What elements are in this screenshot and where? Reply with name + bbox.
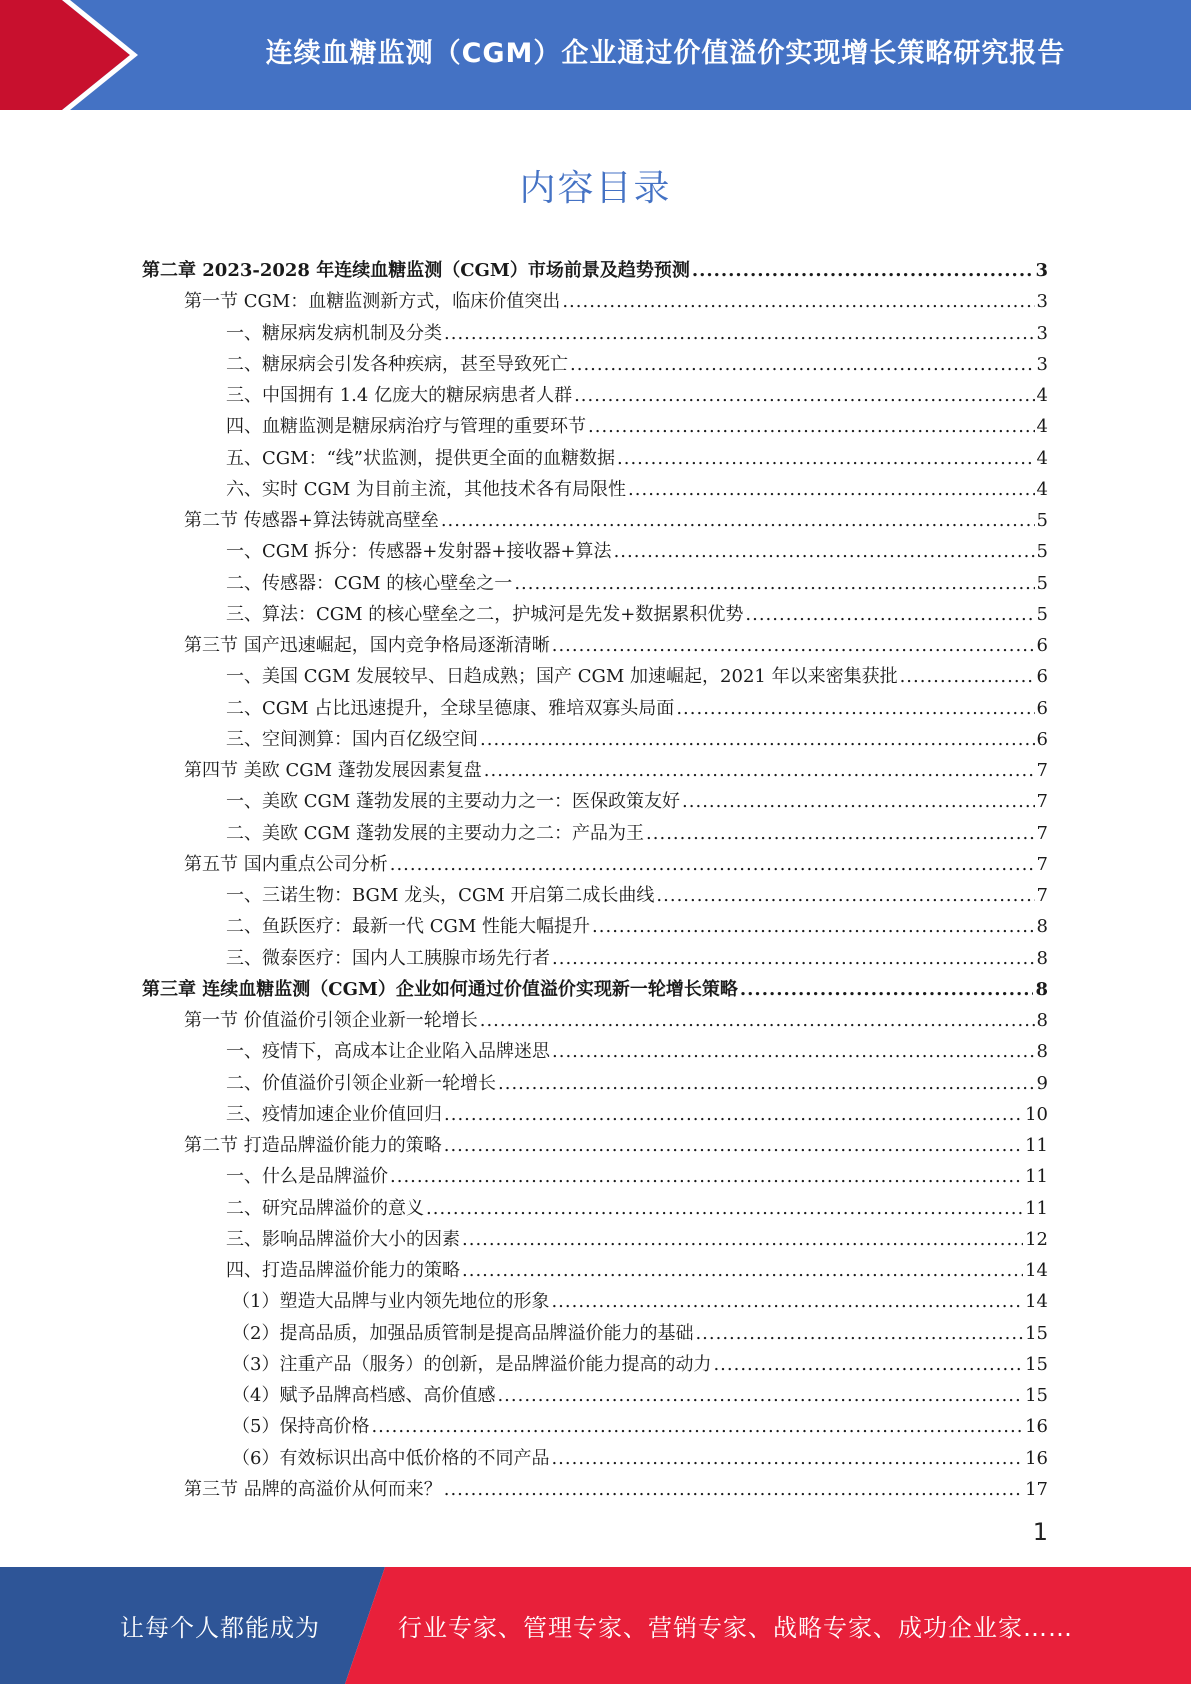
toc-entry[interactable] (142, 1224, 1048, 1255)
toc-entry-title: 第一节 价值溢价引领企业新一轮增长 (184, 1010, 478, 1031)
toc-entry[interactable] (142, 1099, 1048, 1130)
toc-entry-title: 四、打造品牌溢价能力的策略 (226, 1260, 460, 1281)
toc-entry-title: 一、美欧 CGM 蓬勃发展的主要动力之一：医保政策友好 (226, 791, 681, 813)
toc-dot-leader (462, 1224, 1023, 1255)
toc-dot-leader (441, 505, 1035, 536)
toc-entry[interactable] (142, 255, 1048, 286)
toc-entry-title: 第二节 传感器+算法铸就高壁垒 (184, 510, 439, 531)
toc-entry-page: 5 (1036, 603, 1048, 625)
toc-entry[interactable] (142, 599, 1048, 630)
toc-dot-leader (676, 693, 1034, 724)
toc-entry-page: 7 (1036, 760, 1048, 781)
toc-entry[interactable] (142, 474, 1048, 505)
toc-entry-title: 第二节 打造品牌溢价能力的策略 (184, 1135, 442, 1156)
toc-entry[interactable] (142, 1255, 1048, 1286)
toc-entry-title: （2）提高品质，加强品质管制是提高品牌溢价能力的基础 (232, 1322, 694, 1344)
toc-entry-title: 第三节 品牌的高溢价从何而来？ (184, 1478, 442, 1500)
page-number: 1 (1032, 1518, 1048, 1546)
toc-entry-title: 第五节 国内重点公司分析 (184, 853, 388, 875)
toc-entry-title: 第一节 CGM：血糖监测新方式，临床价值突出 (184, 291, 561, 313)
toc-entry[interactable] (142, 286, 1048, 317)
toc-dot-leader (552, 630, 1035, 661)
toc-dot-leader (426, 1193, 1023, 1224)
toc-dot-leader (484, 755, 1035, 786)
toc-entry-title: 二、糖尿病会引发各种疾病，甚至导致死亡 (226, 353, 568, 375)
toc-dot-leader (682, 786, 1035, 817)
footer-slogan-left: 让每个人都能成为 (120, 1614, 320, 1642)
footer-slogan-right: 行业专家、管理专家、营销专家、战略专家、成功企业家…… (398, 1614, 1073, 1642)
toc-dot-leader (592, 911, 1035, 942)
toc-entry[interactable] (142, 911, 1048, 942)
toc-entry-page: 11 (1025, 1197, 1048, 1219)
toc-entry-title: 二、鱼跃医疗：最新一代 CGM 性能大幅提升 (226, 916, 591, 938)
toc-entry[interactable] (142, 693, 1048, 724)
toc-entry[interactable] (142, 1161, 1048, 1192)
toc-entry-page: 15 (1025, 1385, 1048, 1406)
toc-entry[interactable] (142, 786, 1048, 817)
toc-entry-title: 三、影响品牌溢价大小的因素 (226, 1228, 460, 1250)
toc-entry-page: 8 (1035, 978, 1048, 1000)
toc-dot-leader (745, 599, 1034, 630)
toc-dot-leader (552, 1036, 1035, 1067)
toc-dot-leader (695, 1318, 1023, 1349)
toc-entry[interactable] (142, 443, 1048, 474)
toc-entry-page: 5 (1036, 572, 1048, 594)
toc-entry[interactable] (142, 630, 1048, 661)
toc-dot-leader (371, 1411, 1023, 1442)
toc-entry-title: 一、什么是品牌溢价 (226, 1166, 388, 1188)
toc-dot-leader (574, 380, 1034, 411)
toc-dot-leader (900, 661, 1035, 692)
toc-entry[interactable] (142, 724, 1048, 755)
toc-entry-page: 5 (1036, 541, 1048, 563)
toc-entry-title: 第二章 2023-2028 年连续血糖监测（CGM）市场前景及趋势预测 (142, 260, 690, 281)
table-of-contents (142, 255, 1048, 1505)
toc-entry[interactable] (142, 849, 1048, 880)
toc-entry-page: 8 (1036, 916, 1048, 938)
toc-entry[interactable] (142, 1068, 1048, 1099)
toc-entry-page: 11 (1025, 1135, 1048, 1156)
toc-dot-leader (390, 849, 1035, 880)
toc-dot-leader (390, 1161, 1023, 1192)
toc-entry-title: （1）塑造大品牌与业内领先地位的形象 (232, 1291, 550, 1313)
toc-dot-leader (562, 286, 1034, 317)
toc-dot-leader (713, 1349, 1023, 1380)
toc-entry-title: 二、研究品牌溢价的意义 (226, 1197, 424, 1219)
toc-dot-leader (444, 318, 1035, 349)
toc-entry-page: 14 (1025, 1260, 1048, 1281)
toc-entry-title: 第三章 连续血糖监测（CGM）企业如何通过价值溢价实现新一轮增长策略 (142, 978, 738, 1000)
toc-entry-page: 9 (1036, 1072, 1048, 1094)
toc-entry[interactable] (142, 755, 1048, 786)
toc-entry-page: 4 (1036, 478, 1048, 500)
toc-entry-title: 六、实时 CGM 为目前主流，其他技术各有局限性 (226, 478, 627, 500)
toc-dot-leader (570, 349, 1035, 380)
toc-entry-page: 8 (1036, 947, 1048, 969)
toc-entry-title: 一、三诺生物：BGM 龙头，CGM 开启第二成长曲线 (226, 885, 655, 906)
toc-entry-page: 8 (1036, 1041, 1048, 1063)
toc-entry-page: 10 (1025, 1103, 1048, 1125)
toc-entry[interactable] (142, 318, 1048, 349)
toc-entry-title: 二、美欧 CGM 蓬勃发展的主要动力之二：产品为王 (226, 822, 645, 844)
toc-entry-page: 6 (1036, 697, 1048, 719)
toc-entry[interactable] (142, 1193, 1048, 1224)
toc-entry-title: （6）有效标识出高中低价格的不同产品 (232, 1447, 550, 1469)
toc-entry[interactable] (142, 1380, 1048, 1411)
page-title: 内容目录 (519, 168, 672, 209)
toc-dot-leader (444, 1474, 1023, 1505)
header-banner (0, 0, 1191, 110)
toc-entry-title: 一、CGM 拆分：传感器+发射器+接收器+算法 (226, 541, 612, 563)
toc-dot-leader (656, 880, 1034, 911)
toc-entry-page: 6 (1036, 728, 1048, 750)
header-red-chevron (0, 0, 150, 110)
toc-dot-leader (617, 443, 1035, 474)
toc-entry-page: 16 (1025, 1416, 1048, 1438)
toc-dot-leader (497, 1380, 1023, 1411)
toc-entry-title: 第四节 美欧 CGM 蓬勃发展因素复盘 (184, 760, 482, 781)
toc-entry-page: 7 (1036, 885, 1048, 906)
toc-entry[interactable] (142, 380, 1048, 411)
toc-entry-page: 7 (1036, 822, 1048, 844)
toc-entry[interactable] (142, 568, 1048, 599)
toc-dot-leader (588, 411, 1035, 442)
toc-entry-page: 3 (1035, 260, 1048, 281)
toc-dot-leader (628, 474, 1035, 505)
toc-dot-leader (692, 255, 1034, 286)
toc-entry-page: 16 (1025, 1447, 1048, 1469)
toc-dot-leader (552, 943, 1035, 974)
toc-entry-title: （4）赋予品牌高档感、高价值感 (232, 1385, 496, 1406)
toc-entry[interactable] (142, 1443, 1048, 1474)
toc-entry[interactable] (142, 1474, 1048, 1505)
toc-entry[interactable] (142, 349, 1048, 380)
toc-entry-page: 4 (1036, 416, 1048, 438)
toc-entry[interactable] (142, 1349, 1048, 1380)
toc-entry[interactable] (142, 411, 1048, 442)
toc-entry-page: 7 (1036, 791, 1048, 813)
toc-entry-title: 第三节 国产迅速崛起，国内竞争格局逐渐清晰 (184, 635, 550, 656)
toc-dot-leader (480, 1005, 1035, 1036)
toc-entry[interactable] (142, 1318, 1048, 1349)
toc-dot-leader (614, 536, 1035, 567)
toc-entry-page: 3 (1036, 353, 1048, 375)
toc-entry-page: 3 (1036, 291, 1048, 313)
toc-entry[interactable] (142, 1286, 1048, 1317)
toc-dot-leader (462, 1255, 1023, 1286)
toc-entry-page: 15 (1025, 1322, 1048, 1344)
toc-entry-page: 4 (1036, 385, 1048, 406)
toc-dot-leader (480, 724, 1035, 755)
toc-entry-page: 5 (1036, 510, 1048, 531)
toc-entry-page: 17 (1025, 1478, 1048, 1500)
report-title: 连续血糖监测（CGM）企业通过价值溢价实现增长策略研究报告 (265, 37, 1066, 69)
toc-entry-title: 三、算法：CGM 的核心壁垒之二，护城河是先发+数据累积优势 (226, 603, 744, 625)
toc-entry-title: 四、血糖监测是糖尿病治疗与管理的重要环节 (226, 416, 586, 438)
toc-entry-page: 12 (1025, 1228, 1048, 1250)
toc-entry-title: 一、糖尿病发病机制及分类 (226, 322, 442, 344)
toc-entry-title: 三、空间测算：国内百亿级空间 (226, 728, 478, 750)
toc-entry-title: 一、美国 CGM 发展较早、日趋成熟；国产 CGM 加速崛起，2021 年以来密集获批 (226, 666, 898, 688)
toc-entry-title: 三、微泰医疗：国内人工胰腺市场先行者 (226, 947, 550, 969)
toc-entry-title: 三、中国拥有 1.4 亿庞大的糖尿病患者人群 (226, 385, 573, 406)
toc-entry-page: 3 (1036, 322, 1048, 344)
toc-entry[interactable] (142, 661, 1048, 692)
toc-entry-page: 8 (1036, 1010, 1048, 1031)
toc-dot-leader (551, 1286, 1023, 1317)
toc-entry-title: 二、传感器：CGM 的核心壁垒之一 (226, 572, 513, 594)
toc-entry[interactable] (142, 505, 1048, 536)
toc-entry[interactable] (142, 880, 1048, 911)
toc-entry-title: 一、疫情下，高成本让企业陷入品牌迷思 (226, 1041, 550, 1063)
toc-entry[interactable] (142, 536, 1048, 567)
toc-entry-page: 6 (1036, 635, 1048, 656)
toc-entry-title: 二、CGM 占比迅速提升，全球呈德康、雅培双寡头局面 (226, 697, 675, 719)
toc-dot-leader (646, 818, 1035, 849)
toc-dot-leader (551, 1443, 1023, 1474)
toc-entry-title: （3）注重产品（服务）的创新，是品牌溢价能力提高的动力 (232, 1353, 712, 1375)
toc-dot-leader (444, 1130, 1023, 1161)
toc-entry-page: 14 (1025, 1291, 1048, 1313)
toc-entry[interactable] (142, 974, 1048, 1005)
toc-entry-title: （5）保持高价格 (232, 1416, 370, 1438)
toc-dot-leader (740, 974, 1034, 1005)
toc-entry-title: 三、疫情加速企业价值回归 (226, 1103, 442, 1125)
toc-entry-title: 二、价值溢价引领企业新一轮增长 (226, 1072, 496, 1094)
toc-entry[interactable] (142, 943, 1048, 974)
toc-entry[interactable] (142, 1005, 1048, 1036)
toc-entry[interactable] (142, 1411, 1048, 1442)
toc-entry-page: 4 (1036, 447, 1048, 469)
footer-banner (0, 1567, 1191, 1684)
toc-entry-page: 11 (1025, 1166, 1048, 1188)
toc-entry[interactable] (142, 818, 1048, 849)
toc-entry[interactable] (142, 1130, 1048, 1161)
toc-dot-leader (514, 568, 1034, 599)
toc-dot-leader (444, 1099, 1023, 1130)
toc-entry-page: 6 (1036, 666, 1048, 688)
toc-entry-page: 7 (1036, 853, 1048, 875)
toc-entry-title: 五、CGM：“线”状监测，提供更全面的血糖数据 (226, 447, 615, 469)
toc-entry-page: 15 (1025, 1353, 1048, 1375)
toc-entry[interactable] (142, 1036, 1048, 1067)
toc-dot-leader (498, 1068, 1035, 1099)
